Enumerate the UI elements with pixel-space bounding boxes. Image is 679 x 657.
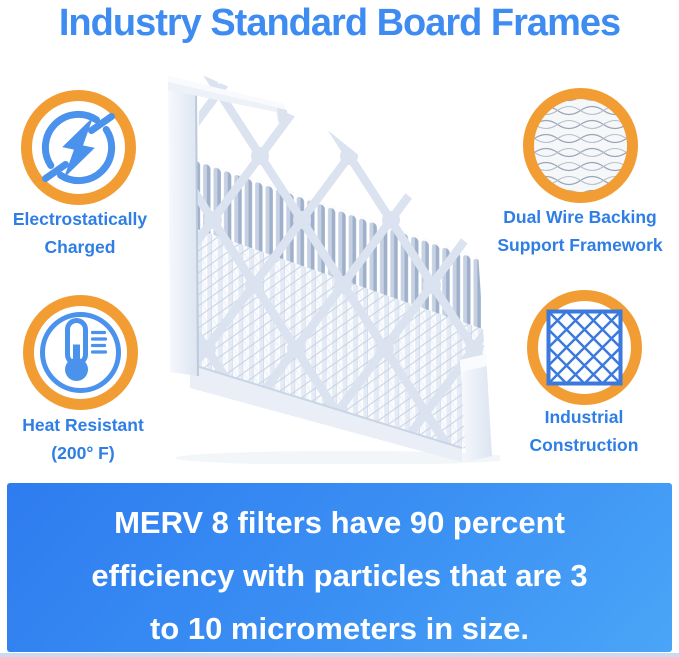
feature-label-industrial: Industrial Construction: [529, 407, 639, 455]
wire-mesh-icon: [523, 88, 638, 203]
feature-label-heat-resistant: Heat Resistant (200° F): [22, 415, 144, 463]
feature-label-electrostatic: Electrostatically Charged: [12, 209, 148, 257]
banner-line: MERV 8 filters have 90 percent: [114, 505, 565, 540]
lightning-icon: [21, 90, 136, 205]
banner-line: to 10 micrometers in size.: [149, 611, 530, 646]
banner-line: efficiency with particles that are 3: [91, 558, 588, 593]
bottom-edge: [0, 653, 679, 657]
feature-label-wire-backing: Dual Wire Backing Support Framework: [497, 207, 663, 255]
thermometer-icon: [23, 295, 138, 410]
product-image: [160, 58, 500, 464]
info-banner: [7, 483, 672, 652]
page-title: Industry Standard Board Frames: [58, 2, 621, 44]
lattice-icon: [527, 290, 642, 405]
